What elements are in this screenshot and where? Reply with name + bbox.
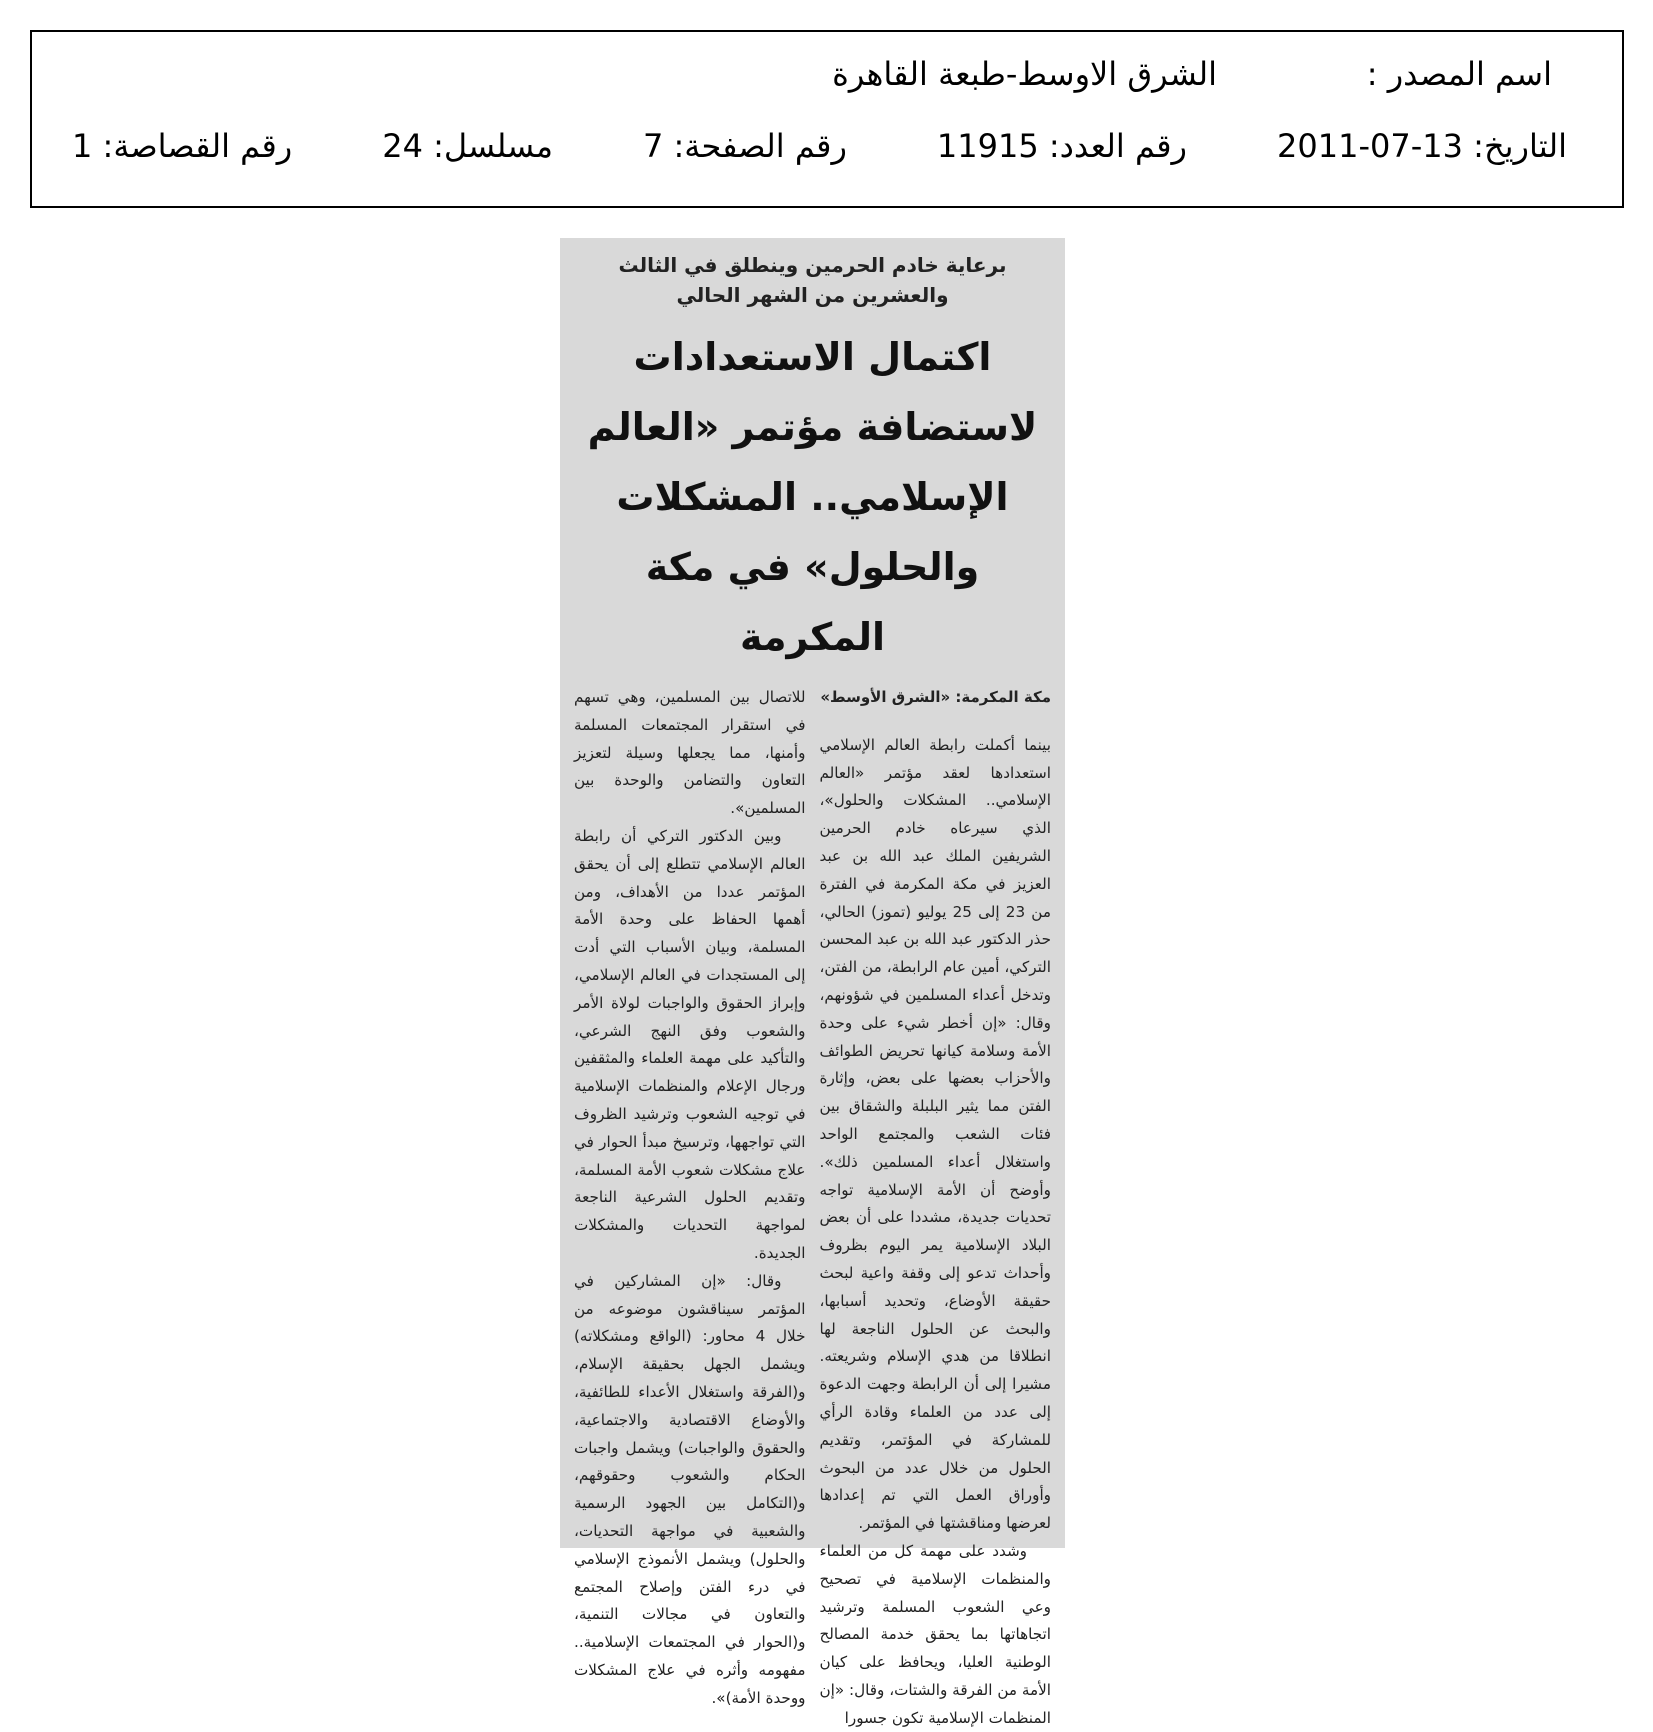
paragraph: وقال: «إن المشاركين في المؤتمر سيناقشون موضوعه من خلال 4 محاور: (الواقع ومشكلاته) ويشمل الجهل بحقيقة الإسلام، و(الفرقة واستغلال الأعداء للطائفية، والأوضاع الاقتصادية والاجتماعية، والحقوق والواجبات) ويشمل واجبات الحكام والشعوب وحقوقهم، و(التكامل بين الجهود الرسمية والشعبية في مواجهة التحديات، والحلول) ويشمل الأنموذج الإسلامي في درء الفتن وإصلاح المجتمع والتعاون في مجالات التنمية، و(الحوار في المجتمعات الإسلامية.. مفهومه وأثره في علاج المشكلات ووحدة الأمة)».	[574, 1271, 806, 1707]
headline-line-1: اكتمال الاستعدادات لاستضافة مؤتمر «العالم	[587, 335, 1038, 449]
clip-number-field: رقم القصاصة: 1	[72, 127, 293, 165]
issue-number-field: رقم العدد: 11915	[936, 127, 1187, 165]
paragraph: للاتصال بين المسلمين، وهي تسهم في استقرار المجتمعات المسلمة وأمنها، مما يجعلها وسيلة لتعزيز التعاون والتضامن والوحدة بين المسلمين».	[574, 688, 806, 818]
article-kicker: برعاية خادم الحرمين وينطلق في الثالث والعشرين من الشهر الحالي	[618, 253, 1007, 307]
paragraph: وشدد على مهمة كل من العلماء والمنظمات الإسلامية في تصحيح وعي الشعوب المسلمة وترشيد اتجاهاتها بما يحقق خدمة المصالح الوطنية العليا، ويحافظ على كيان الأمة من الفرقة والشتات، وقال: «إن المنظمات الإسلامية تكون جسورا	[819, 1541, 1051, 1727]
metadata-row	[72, 124, 1567, 168]
serial-field: مسلسل: 24	[382, 127, 553, 165]
source-info-box	[30, 30, 1624, 208]
article-headline	[574, 322, 1051, 672]
source-value: الشرق الاوسط-طبعة القاهرة	[832, 55, 1217, 93]
page-number-field: رقم الصفحة: 7	[642, 127, 847, 165]
paragraph: وبين الدكتور التركي أن رابطة العالم الإسلامي تتطلع إلى أن يحقق المؤتمر عددا من الأهداف، ومن أهمها الحفاظ على وحدة الأمة المسلمة، وبيان الأسباب التي أدت إلى المستجدات في العالم الإسلامي، وإبراز الحقوق والواجبات لولاة الأمر والشعوب وفق النهج الشرعي، والتأكيد على مهمة العلماء والمثقفين ورجال الإعلام والمنظمات الإسلامية في توجيه الشعوب وترشيد الظروف التي تواجهها، وترسيخ مبدأ الحوار في علاج مشكلات شعوب الأمة المسلمة، وتقديم الحلول الشرعية الناجعة لمواجهة التحديات والمشكلات الجديدة.	[574, 826, 806, 1262]
paragraph: بينما أكملت رابطة العالم الإسلامي استعدادها لعقد مؤتمر «العالم الإسلامي.. المشكلات والحلول»، الذي سيرعاه خادم الحرمين الشريفين الملك عبد الله بن عبد العزيز في مكة المكرمة في الفترة من 23 إلى 25 يوليو (تموز) الحالي، حذر الدكتور عبد الله بن عبد المحسن التركي، أمين عام الرابطة، من الفتن، وتدخل أعداء المسلمين في شؤونهم، وقال: «إن أخطر شيء على وحدة الأمة وسلامة كيانها تحريض الطوائف والأحزاب بعضها على بعض، وإثارة الفتن مما يثير البلبلة والشقاق بين فئات الشعب والمجتمع الواحد واستغلال أعداء المسلمين ذلك». وأوضح أن الأمة الإسلامية تواجه تحديات جديدة، مشددا على أن بعض البلاد الإسلامية يمر اليوم بظروف وأحداث تدعو إلى وقفة واعية لبحث حقيقة الأوضاع، وتحديد أسبابها، والبحث عن الحلول الناجعة لها انطلاقا من هدي الإسلام وشريعته. مشيرا إلى أن الرابطة وجهت الدعوة إلى عدد من العلماء وقادة الرأي للمشاركة في المؤتمر، وتقديم الحلول من خلال عدد من البحوث وأوراق العمل التي تم إعدادها لعرضها ومناقشتها في المؤتمر.	[819, 735, 1051, 1533]
date-field: التاريخ: 13-07-2011	[1277, 127, 1567, 165]
source-label: اسم المصدر :	[1366, 55, 1552, 93]
article-dateline: مكة المكرمة: «الشرق الأوسط»	[820, 688, 1051, 706]
article-columns	[574, 684, 1051, 1732]
article-column-left	[574, 684, 806, 1732]
article-column-right	[820, 684, 1052, 1732]
newspaper-clipping	[560, 238, 1065, 1727]
headline-line-2: الإسلامي.. المشكلات والحلول» في مكة المكرمة	[616, 475, 1009, 659]
